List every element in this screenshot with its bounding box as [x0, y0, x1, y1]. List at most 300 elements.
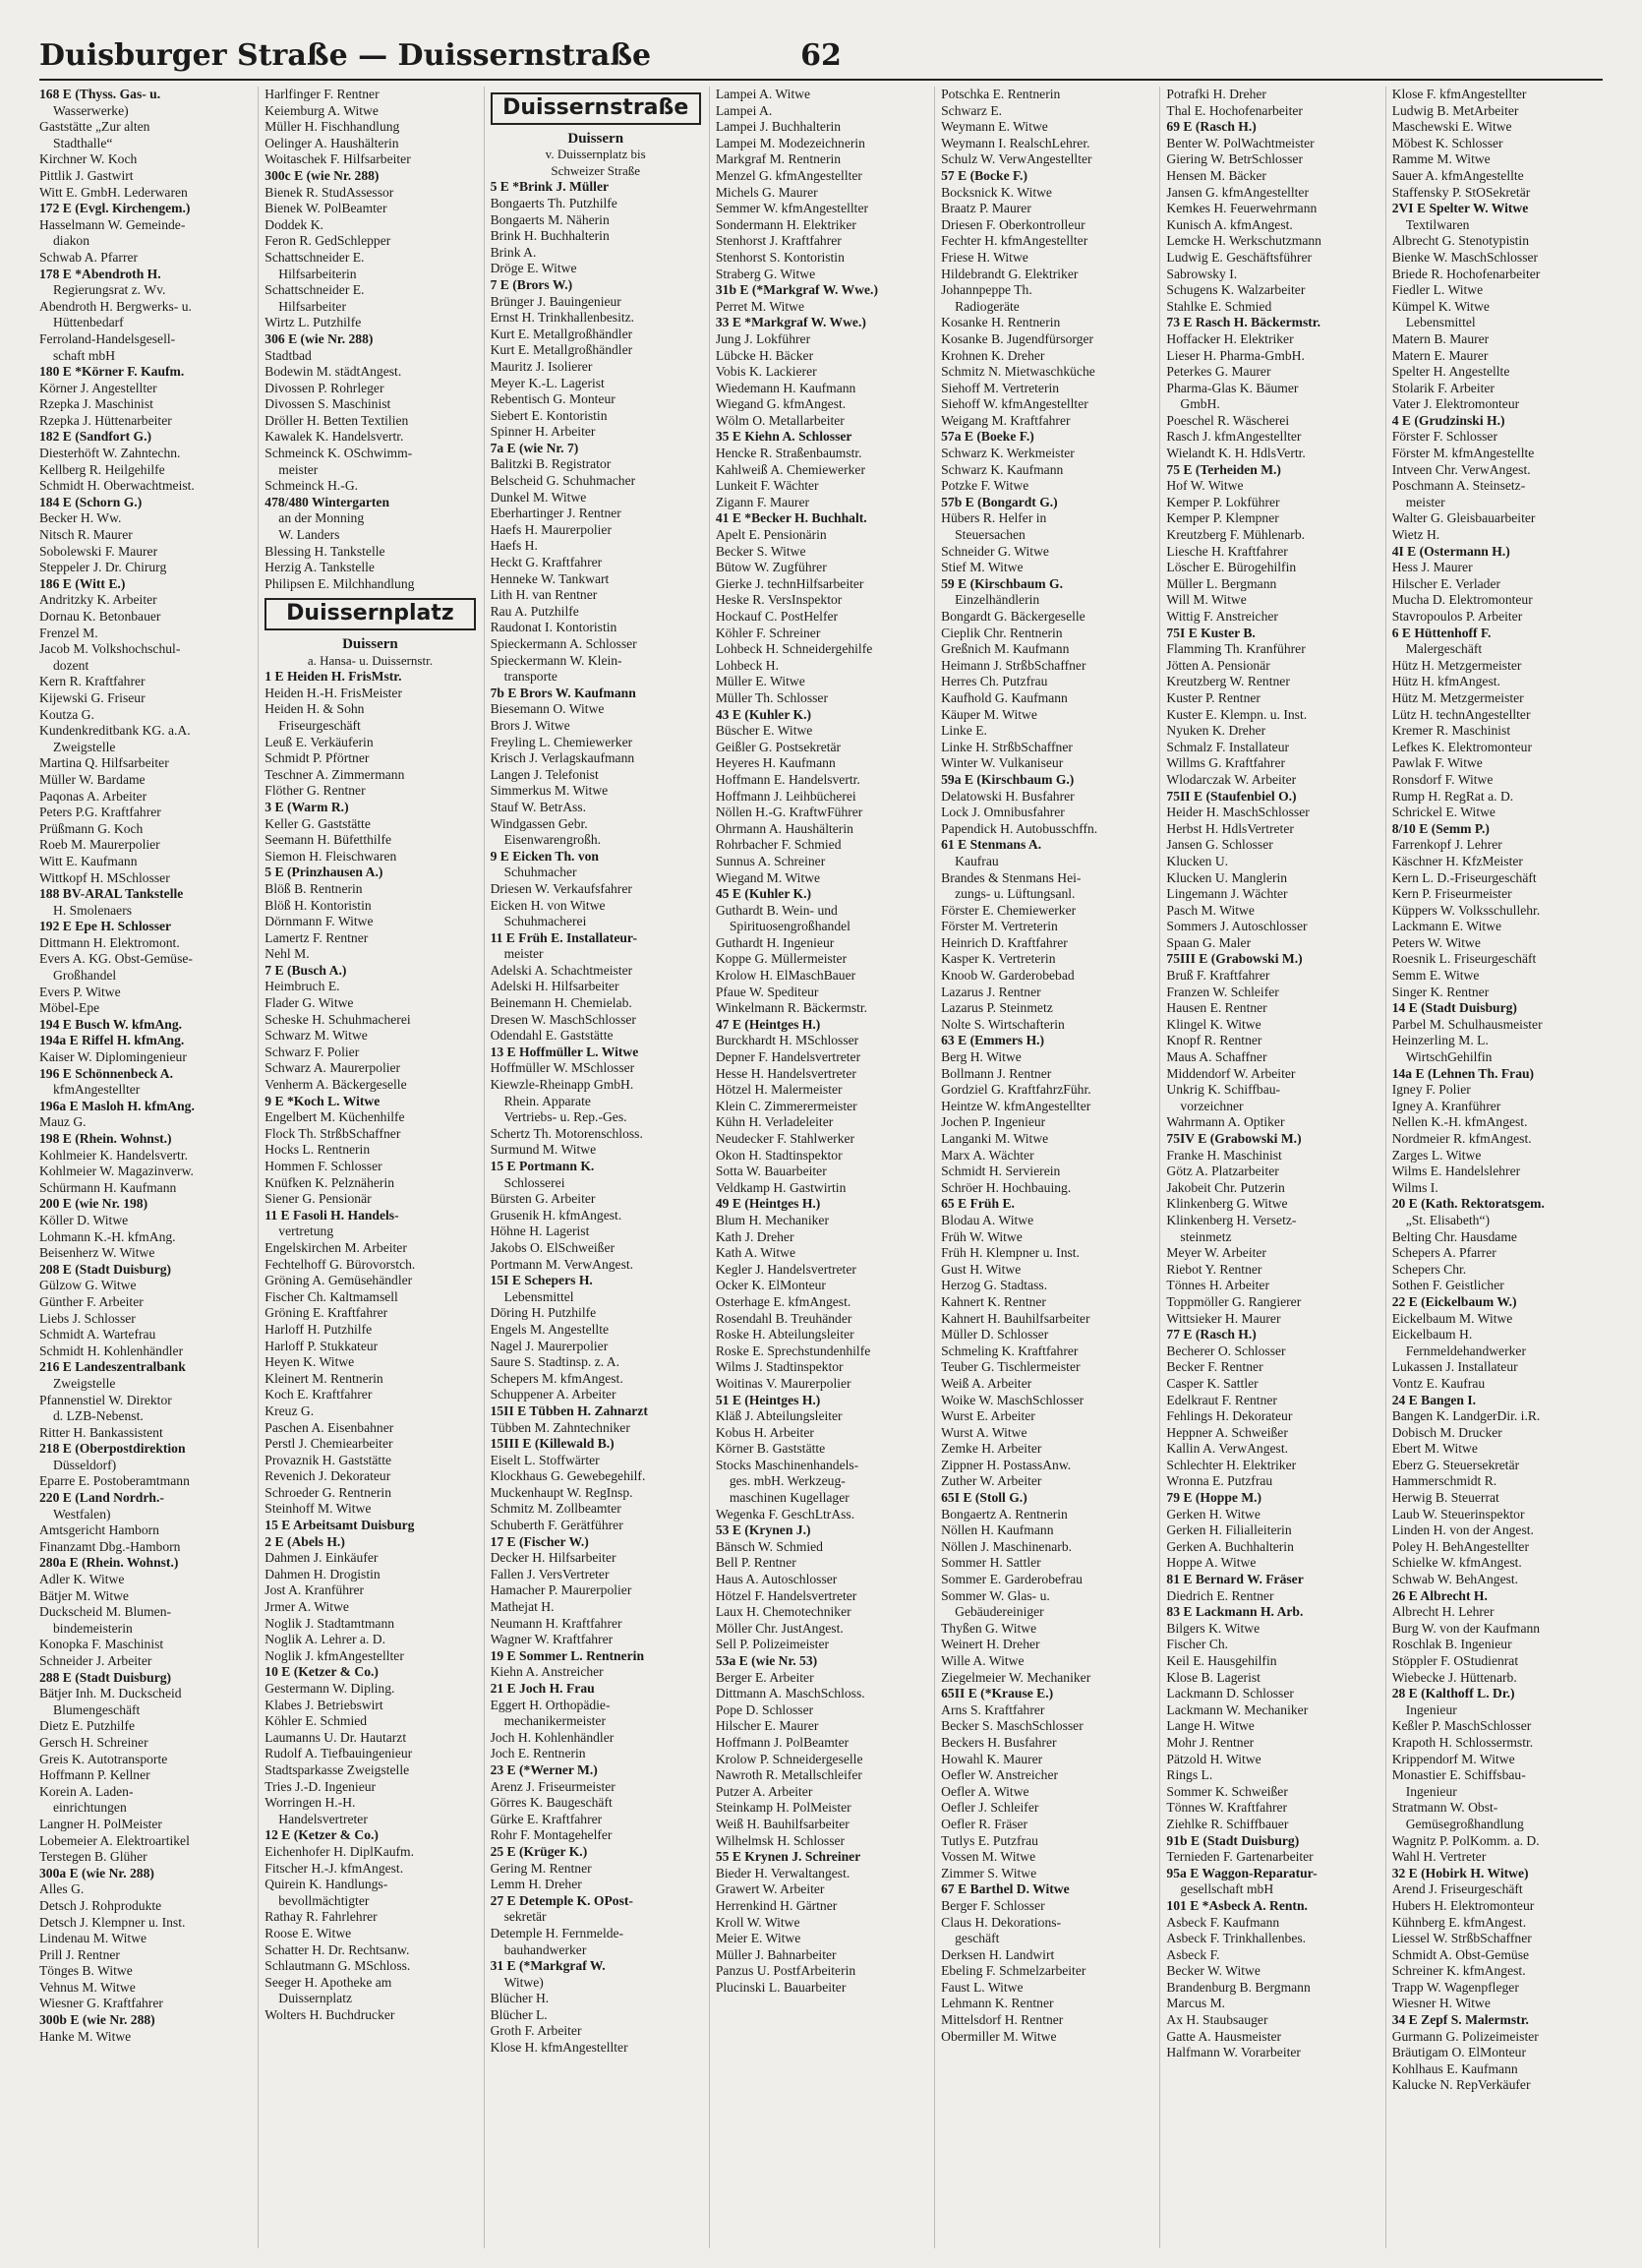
- resident-entry: Driesen F. Oberkontrolleur: [941, 216, 1085, 232]
- resident-entry: Klabes J. Betriebswirt: [264, 1697, 383, 1712]
- resident-entry: Sommer K. Schweißer: [1166, 1783, 1288, 1799]
- resident-entry: Pfaue W. Spediteur: [715, 984, 819, 999]
- resident-entry: Will M. Witwe: [1166, 592, 1247, 608]
- house-entry: 5 E (Prinzhausen A.): [264, 865, 383, 880]
- resident-entry: Kosanke B. Jugendfürsorger: [941, 330, 1094, 346]
- resident-entry: Rohr F. Montagehelfer: [490, 1827, 613, 1843]
- resident-entry: Zweigstelle: [53, 739, 116, 754]
- resident-entry: Wagner W. Kraftfahrer: [490, 1632, 614, 1647]
- resident-entry: Bänsch W. Schmied: [715, 1538, 823, 1554]
- house-entry: 91b E (Stadt Duisburg): [1166, 1832, 1300, 1848]
- house-entry: 9 E *Koch L. Witwe: [264, 1093, 381, 1108]
- resident-entry: Hasselmann W. Gemeinde-: [39, 216, 186, 232]
- house-entry: 34 E Zepf S. Malermstr.: [1391, 2012, 1529, 2028]
- resident-entry: Witt E. Kaufmann: [39, 853, 138, 868]
- resident-entry: Oefler A. Witwe: [941, 1783, 1029, 1799]
- resident-entry: Kemkes H. Feuerwehrmann: [1166, 201, 1318, 216]
- resident-entry: Schneider G. Witwe: [941, 543, 1049, 559]
- resident-entry: Lackmann E. Witwe: [1391, 919, 1501, 934]
- resident-entry: Gaststätte „Zur alten: [39, 119, 150, 135]
- resident-entry: Ax H. Staubsauger: [1166, 2012, 1268, 2028]
- resident-entry: Krapoth H. Schlossermstr.: [1391, 1734, 1534, 1750]
- resident-entry: Konopka F. Maschinist: [39, 1637, 164, 1652]
- street-heading: Duissernstraße: [491, 92, 701, 125]
- resident-entry: Linke H. StrßbSchaffner: [941, 739, 1073, 754]
- resident-entry: Gröning E. Kraftfahrer: [264, 1305, 388, 1321]
- resident-entry: Pawlak F. Witwe: [1391, 755, 1483, 771]
- resident-entry: Krippendorf M. Witwe: [1391, 1751, 1515, 1766]
- resident-entry: Klucken U. Manglerin: [1166, 869, 1288, 885]
- resident-entry: Nellen K.-H. kfmAngest.: [1391, 1114, 1528, 1130]
- resident-entry: Franzen W. Schleifer: [1166, 984, 1279, 999]
- resident-entry: Eberhartinger J. Rentner: [490, 506, 621, 521]
- resident-entry: Guthardt H. Ingenieur: [715, 934, 835, 950]
- resident-entry: Koppe G. Müllermeister: [715, 951, 848, 967]
- resident-entry: Büscher E. Witwe: [715, 723, 813, 739]
- resident-entry: Howahl K. Maurer: [941, 1751, 1043, 1766]
- house-entry: 81 E Bernard W. Fräser: [1166, 1572, 1304, 1587]
- resident-entry: Krohnen K. Dreher: [941, 347, 1045, 363]
- resident-entry: Hütz H. Metzgermeister: [1391, 657, 1522, 673]
- resident-entry: Poeschel R. Wäscherei: [1166, 412, 1290, 428]
- resident-entry: Herzog G. Stadtass.: [941, 1278, 1048, 1293]
- resident-entry: Bieder H. Verwaltangest.: [715, 1865, 850, 1880]
- resident-entry: Eiselt L. Stoffwärter: [490, 1452, 600, 1467]
- resident-entry: Rudolf A. Tiefbauingenieur: [264, 1746, 413, 1761]
- resident-entry: Nyuken K. Dreher: [1166, 723, 1266, 739]
- resident-entry: vorzeichner: [1180, 1098, 1244, 1113]
- resident-entry: Martina Q. Hilfsarbeiter: [39, 755, 169, 771]
- house-entry: 53a E (wie Nr. 53): [715, 1653, 818, 1668]
- resident-entry: Nawroth R. Metallschleifer: [715, 1767, 862, 1783]
- resident-entry: Hesse H. Handelsvertreter: [715, 1065, 856, 1081]
- house-entry: 28 E (Kalthoff L. Dr.): [1391, 1686, 1515, 1701]
- resident-entry: Bütow W. Zugführer: [715, 560, 827, 575]
- resident-entry: Wiesner H. Witwe: [1391, 1996, 1491, 2011]
- resident-entry: Keil E. Hausgehilfin: [1166, 1653, 1277, 1668]
- resident-entry: Hildebrandt G. Elektriker: [941, 266, 1079, 281]
- street-note: a. Hansa- u. Duissernstr.: [307, 652, 433, 668]
- resident-entry: Hammerschmidt R.: [1391, 1473, 1497, 1489]
- resident-entry: Wilms I.: [1391, 1179, 1438, 1195]
- resident-entry: Schwarz F. Polier: [264, 1044, 360, 1059]
- resident-entry: Gust H. Witwe: [941, 1261, 1022, 1277]
- resident-entry: Lübcke H. Bäcker: [715, 347, 814, 363]
- resident-entry: Schwarz K. Werkmeister: [941, 446, 1075, 461]
- resident-entry: Einzelhändlerin: [955, 592, 1040, 608]
- resident-entry: Liesche H. Kraftfahrer: [1166, 543, 1288, 559]
- resident-entry: Kurt E. Metallgroßhändler: [490, 326, 633, 341]
- resident-entry: Langen J. Telefonist: [490, 766, 599, 782]
- resident-entry: Arns S. Kraftfahrer: [941, 1701, 1045, 1717]
- house-entry: 59a E (Kirschbaum G.): [941, 771, 1075, 787]
- resident-entry: Krisch J. Verlagskaufmann: [490, 750, 635, 766]
- house-entry: 41 E *Becker H. Buchhalt.: [715, 510, 867, 526]
- house-entry: 196a E Masloh H. kfmAng.: [39, 1098, 195, 1113]
- resident-entry: Prill J. Rentner: [39, 1946, 120, 1962]
- resident-entry: Divossen P. Rohrleger: [264, 380, 384, 395]
- resident-entry: Nehl M.: [264, 946, 310, 962]
- resident-entry: Lukassen J. Installateur: [1391, 1359, 1518, 1375]
- resident-entry: Steinhoff M. Witwe: [264, 1501, 372, 1517]
- resident-entry: Kaiser W. Diplomingenieur: [39, 1049, 187, 1065]
- resident-entry: Liebs J. Schlosser: [39, 1310, 136, 1326]
- resident-entry: zungs- u. Lüftungsanl.: [955, 886, 1076, 902]
- resident-entry: Dresen W. MaschSchlosser: [490, 1011, 636, 1027]
- resident-entry: Depner F. Handelsvertreter: [715, 1049, 861, 1065]
- resident-entry: Lamertz F. Rentner: [264, 929, 369, 945]
- resident-entry: Windgassen Gebr.: [490, 815, 588, 831]
- resident-entry: Hausen E. Rentner: [1166, 1000, 1267, 1016]
- page-header: [39, 30, 1603, 81]
- resident-entry: transporte: [503, 669, 557, 685]
- resident-entry: Wielandt K. H. HdlsVertr.: [1166, 446, 1306, 461]
- resident-entry: Kellberg R. Heilgehilfe: [39, 461, 165, 477]
- resident-entry: bindemeisterin: [53, 1620, 133, 1636]
- resident-entry: Mauritz J. Isolierer: [490, 358, 593, 374]
- resident-entry: Textilwaren: [1405, 216, 1470, 232]
- resident-entry: Gurmann G. Polizeimeister: [1391, 2028, 1539, 2044]
- resident-entry: Heimann J. StrßbSchaffner: [941, 657, 1086, 673]
- resident-entry: Beinemann H. Chemielab.: [490, 995, 632, 1011]
- resident-entry: Fallen J. VersVertreter: [490, 1566, 610, 1582]
- resident-entry: Woitaschek F. Hilfsarbeiter: [264, 151, 411, 167]
- resident-entry: Berger E. Arbeiter: [715, 1669, 814, 1685]
- resident-entry: Knüfken K. Pelznäherin: [264, 1174, 395, 1190]
- resident-entry: Lunkeit F. Wächter: [715, 478, 819, 494]
- house-entry: 7a E (wie Nr. 7): [490, 440, 579, 455]
- resident-entry: Bruß F. Kraftfahrer: [1166, 968, 1270, 984]
- resident-entry: Ocker K. ElMonteur: [715, 1278, 826, 1293]
- resident-entry: Vertriebs- u. Rep.-Ges.: [503, 1109, 627, 1125]
- resident-entry: Schattschneider E.: [264, 249, 365, 265]
- resident-entry: Schroeder G. Rentnerin: [264, 1484, 392, 1500]
- resident-entry: Wronna E. Putzfrau: [1166, 1473, 1273, 1489]
- resident-entry: Brünger J. Bauingenieur: [490, 293, 621, 309]
- resident-entry: Surmund M. Witwe: [490, 1142, 597, 1158]
- resident-entry: Dahmen J. Einkäufer: [264, 1550, 379, 1566]
- resident-entry: Decker H. Hilfsarbeiter: [490, 1550, 616, 1566]
- resident-entry: Eicken H. von Witwe: [490, 897, 606, 913]
- resident-entry: Jakobeit Chr. Putzerin: [1166, 1179, 1285, 1195]
- resident-entry: Kallin A. VerwAngest.: [1166, 1441, 1288, 1457]
- resident-entry: Witt E. GmbH. Lederwaren: [39, 184, 188, 200]
- resident-entry: Portmann M. VerwAngest.: [490, 1256, 634, 1272]
- resident-entry: Hoffmann E. Handelsvertr.: [715, 771, 860, 787]
- house-entry: 57a E (Boeke F.): [941, 429, 1034, 445]
- resident-entry: geschäft: [955, 1931, 1000, 1946]
- resident-entry: Vontz E. Kaufrau: [1391, 1375, 1486, 1391]
- resident-entry: Provaznik H. Gaststätte: [264, 1452, 392, 1467]
- house-entry: 75 E (Terheiden M.): [1166, 461, 1281, 477]
- house-entry: 21 E Joch H. Frau: [490, 1681, 595, 1696]
- resident-entry: Duissernplatz: [278, 1991, 353, 2006]
- resident-entry: meister: [503, 946, 544, 962]
- resident-entry: Lemcke H. Werkschutzmann: [1166, 233, 1321, 249]
- resident-entry: Schlosserei: [503, 1174, 565, 1190]
- resident-entry: Klucken U.: [1166, 853, 1229, 868]
- resident-entry: Finanzamt Dbg.-Hamborn: [39, 1538, 181, 1554]
- resident-entry: Lampei A. Witwe: [715, 87, 811, 101]
- resident-entry: Worringen H.-H.: [264, 1795, 356, 1811]
- resident-entry: Muckenhaupt W. RegInsp.: [490, 1484, 633, 1500]
- house-entry: 75I E Kuster B.: [1166, 625, 1256, 640]
- resident-entry: Peters P.G. Kraftfahrer: [39, 805, 161, 820]
- column-3: [484, 87, 701, 2248]
- resident-entry: Lemm H. Dreher: [490, 1877, 582, 1892]
- resident-entry: Teschner A. Zimmermann: [264, 766, 405, 782]
- resident-entry: Matern E. Maurer: [1391, 347, 1489, 363]
- house-entry: 184 E (Schorn G.): [39, 494, 143, 509]
- resident-entry: Okon H. Stadtinspektor: [715, 1147, 843, 1163]
- resident-entry: Linke E.: [941, 723, 987, 739]
- resident-entry: Brink A.: [490, 244, 537, 260]
- resident-entry: Jansen G. kfmAngestellter: [1166, 184, 1309, 200]
- resident-entry: Eichenhofer H. DiplKaufm.: [264, 1843, 415, 1859]
- house-entry: 73 E Rasch H. Bäckermstr.: [1166, 315, 1320, 330]
- resident-entry: Kreuz G.: [264, 1403, 315, 1418]
- resident-entry: Leuß E. Verkäuferin: [264, 734, 374, 749]
- resident-entry: Spaan G. Maler: [1166, 934, 1252, 950]
- resident-entry: dozent: [53, 657, 89, 673]
- resident-entry: Oefler W. Anstreicher: [941, 1767, 1059, 1783]
- resident-entry: Eickelbaum M. Witwe: [1391, 1310, 1513, 1326]
- resident-entry: Blumengeschäft: [53, 1701, 141, 1717]
- resident-entry: Lobemeier A. Elektroartikel: [39, 1832, 190, 1848]
- resident-entry: Amtsgericht Hamborn: [39, 1522, 159, 1538]
- house-entry: 11 E Früh E. Installateur-: [490, 929, 637, 945]
- house-entry: 216 E Landeszentralbank: [39, 1359, 186, 1375]
- resident-entry: Müller L. Bergmann: [1166, 575, 1277, 591]
- resident-entry: Kern R. Kraftfahrer: [39, 674, 146, 689]
- resident-entry: Mauz G.: [39, 1114, 87, 1130]
- resident-entry: Krolow H. ElMaschBauer: [715, 968, 856, 984]
- resident-entry: Eparre E. Postoberamtmann: [39, 1473, 190, 1489]
- resident-entry: Schuberth F. Gerätführer: [490, 1518, 623, 1533]
- resident-entry: Maus A. Schaffner: [1166, 1049, 1267, 1065]
- resident-entry: Gerken A. Buchhalterin: [1166, 1538, 1294, 1554]
- resident-entry: Stahlke E. Schmied: [1166, 298, 1272, 314]
- resident-entry: Lith H. van Rentner: [490, 587, 598, 603]
- resident-entry: Schwab W. BehAngest.: [1391, 1572, 1519, 1587]
- resident-entry: Schürmann H. Kaufmann: [39, 1179, 177, 1195]
- resident-entry: Burg W. von der Kaufmann: [1391, 1620, 1541, 1636]
- resident-entry: Kaufrau: [955, 853, 999, 868]
- resident-entry: Grusenik H. kfmAngest.: [490, 1207, 622, 1223]
- resident-entry: Dobisch M. Drucker: [1391, 1424, 1502, 1440]
- resident-entry: Duckscheid M. Blumen-: [39, 1604, 172, 1620]
- house-entry: 182 E (Sandfort G.): [39, 429, 152, 445]
- resident-entry: Pharma-Glas K. Bäumer: [1166, 380, 1299, 395]
- resident-entry: Gering M. Rentner: [490, 1860, 592, 1876]
- resident-entry: Heppner A. Schweißer: [1166, 1424, 1288, 1440]
- resident-entry: Brandenburg B. Bergmann: [1166, 1979, 1311, 1995]
- resident-entry: Wahrmann A. Optiker: [1166, 1114, 1285, 1130]
- resident-entry: Klinkenberg G. Witwe: [1166, 1196, 1288, 1212]
- resident-entry: Wahl H. Vertreter: [1391, 1849, 1487, 1865]
- resident-entry: Ludwig B. MetArbeiter: [1391, 102, 1519, 118]
- resident-entry: Potschka E. Rentnerin: [941, 87, 1061, 101]
- resident-entry: Hüttenbedarf: [53, 315, 124, 330]
- resident-entry: Gülzow G. Witwe: [39, 1278, 137, 1293]
- resident-entry: Schwarz M. Witwe: [264, 1028, 368, 1044]
- resident-entry: Stauf W. BetrAss.: [490, 799, 586, 814]
- resident-entry: Benter W. PolWachtmeister: [1166, 135, 1315, 150]
- resident-entry: Siehoff M. Vertreterin: [941, 380, 1060, 395]
- resident-entry: Sommer W. Glas- u.: [941, 1587, 1050, 1603]
- house-entry: 20 E (Kath. Rektoratsgem.: [1391, 1196, 1545, 1212]
- resident-entry: Edelkraut F. Rentner: [1166, 1392, 1277, 1407]
- resident-entry: Hommen F. Schlosser: [264, 1159, 382, 1173]
- street-heading: Duissernplatz: [264, 598, 475, 630]
- resident-entry: Revenich J. Dekorateur: [264, 1468, 391, 1484]
- house-entry: 23 E (*Werner M.): [490, 1761, 598, 1777]
- resident-entry: Bienke W. MaschSchlosser: [1391, 249, 1539, 265]
- resident-entry: Kohlmeier W. Magazinverw.: [39, 1164, 194, 1179]
- resident-entry: Briede R. Hochofenarbeiter: [1391, 266, 1541, 281]
- resident-entry: Bangen K. LandgerDir. i.R.: [1391, 1408, 1541, 1424]
- resident-entry: Roesnik L. Friseurgeschäft: [1391, 951, 1537, 967]
- resident-entry: Jochen P. Ingenieur: [941, 1114, 1046, 1130]
- resident-entry: bauhandwerker: [503, 1941, 587, 1957]
- resident-entry: Jakobs O. ElSchweißer: [490, 1239, 616, 1255]
- resident-entry: Sondermann H. Elektriker: [715, 216, 856, 232]
- resident-entry: Keller G. Gaststätte: [264, 815, 371, 831]
- resident-entry: Heiden H. & Sohn: [264, 701, 365, 717]
- resident-entry: Mohr J. Rentner: [1166, 1734, 1255, 1750]
- resident-entry: Großhandel: [53, 968, 117, 984]
- resident-entry: Hötzel F. Handelsvertreter: [715, 1587, 857, 1603]
- resident-entry: Brors J. Witwe: [490, 717, 570, 733]
- resident-entry: Fischer Ch.: [1166, 1637, 1229, 1652]
- resident-entry: Tübben M. Zahntechniker: [490, 1419, 630, 1435]
- resident-entry: Blöß B. Rentnerin: [264, 880, 363, 896]
- resident-entry: Weigang M. Kraftfahrer: [941, 412, 1071, 428]
- resident-entry: Kath A. Witwe: [715, 1245, 795, 1261]
- resident-entry: Kahnert K. Rentner: [941, 1293, 1046, 1309]
- house-entry: 25 E (Krüger K.): [490, 1843, 588, 1859]
- resident-entry: Klose F. kfmAngestellter: [1391, 87, 1527, 101]
- resident-entry: Klinkenberg H. Versetz-: [1166, 1212, 1297, 1227]
- resident-entry: Fischer Ch. Kaltmamsell: [264, 1288, 398, 1304]
- resident-entry: Ingenieur: [1405, 1783, 1457, 1799]
- resident-entry: Greßnich M. Kaufmann: [941, 641, 1070, 657]
- resident-entry: Schlautmann G. MSchloss.: [264, 1958, 411, 1974]
- resident-entry: gesellschaft mbH: [1180, 1881, 1274, 1897]
- resident-entry: Görres K. Baugeschäft: [490, 1795, 613, 1811]
- house-entry: 4I E (Ostermann H.): [1391, 543, 1510, 559]
- house-entry: 192 E Epe H. Schlosser: [39, 919, 172, 934]
- resident-entry: Tutlys E. Putzfrau: [941, 1832, 1038, 1848]
- resident-entry: bevollmächtigter: [278, 1892, 370, 1908]
- resident-entry: Fechtelhoff G. Bürovorstch.: [264, 1256, 416, 1272]
- resident-entry: Michels G. Maurer: [715, 184, 818, 200]
- resident-entry: Laumanns U. Dr. Hautarzt: [264, 1729, 407, 1745]
- resident-entry: Stenhorst J. Kraftfahrer: [715, 233, 842, 249]
- resident-entry: Herzig A. Tankstelle: [264, 560, 375, 575]
- resident-entry: Käuper M. Witwe: [941, 706, 1037, 722]
- resident-entry: Rzepka J. Maschinist: [39, 396, 153, 412]
- resident-entry: Weymann I. RealschLehrer.: [941, 135, 1090, 150]
- resident-entry: Adler K. Witwe: [39, 1572, 125, 1587]
- house-entry: 7b E Brors W. Kaufmann: [490, 685, 636, 700]
- resident-entry: Thyßen G. Witwe: [941, 1620, 1037, 1636]
- resident-entry: Kreutzberg F. Mühlenarb.: [1166, 527, 1306, 543]
- resident-entry: Pfannenstiel W. Direktor: [39, 1392, 172, 1407]
- resident-entry: Engelbert M. Küchenhilfe: [264, 1109, 405, 1125]
- resident-entry: Harloff H. Putzhilfe: [264, 1321, 373, 1337]
- resident-entry: Schepers A. Pfarrer: [1391, 1245, 1496, 1261]
- resident-entry: Weinert H. Dreher: [941, 1637, 1040, 1652]
- resident-entry: Sunnus A. Schreiner: [715, 853, 826, 868]
- resident-entry: Wegenka F. GeschLtrAss.: [715, 1506, 855, 1522]
- resident-entry: Hübers R. Helfer in: [941, 510, 1047, 526]
- resident-entry: Potzke F. Witwe: [941, 478, 1029, 494]
- resident-entry: Heckt G. Kraftfahrer: [490, 555, 603, 570]
- resident-entry: Körner B. Gaststätte: [715, 1441, 826, 1457]
- resident-entry: Vater J. Elektromonteur: [1391, 396, 1520, 412]
- directory-columns: [39, 87, 1603, 2248]
- house-entry: 15 E Arbeitsamt Duisburg: [264, 1518, 415, 1533]
- house-entry: 2VI E Spelter W. Witwe: [1391, 201, 1529, 216]
- resident-entry: Menzel G. kfmAngestellter: [715, 167, 862, 183]
- resident-entry: Ramme M. Witwe: [1391, 151, 1491, 167]
- resident-entry: Quirein K. Handlungs-: [264, 1877, 388, 1892]
- resident-entry: Pope D. Schlosser: [715, 1701, 814, 1717]
- resident-entry: Lebensmittel: [1405, 315, 1476, 330]
- house-entry: 7 E (Brors W.): [490, 276, 573, 292]
- resident-entry: Dittmann A. MaschSchloss.: [715, 1686, 865, 1701]
- resident-entry: Mittelsdorf H. Rentner: [941, 2012, 1064, 2028]
- resident-entry: Driesen W. Verkaufsfahrer: [490, 880, 632, 896]
- resident-entry: Rzepka J. Hüttenarbeiter: [39, 412, 172, 428]
- resident-entry: Paqonas A. Arbeiter: [39, 788, 147, 804]
- resident-entry: Trapp W. Wagenpfleger: [1391, 1979, 1519, 1995]
- resident-entry: Guthardt B. Wein- und: [715, 902, 838, 918]
- resident-entry: Rhein. Apparate: [503, 1093, 591, 1108]
- resident-entry: Höhne H. Lagerist: [490, 1224, 590, 1239]
- resident-entry: Sommer E. Garderobefrau: [941, 1572, 1083, 1587]
- resident-entry: Krolow P. Schneidergeselle: [715, 1751, 863, 1766]
- resident-entry: Schreiner K. kfmAngest.: [1391, 1963, 1526, 1979]
- resident-entry: Greis K. Autotransporte: [39, 1751, 168, 1766]
- resident-entry: Käschner H. KfzMeister: [1391, 853, 1523, 868]
- resident-entry: Steppeler J. Dr. Chirurg: [39, 560, 167, 575]
- resident-entry: Gerken H. Witwe: [1166, 1506, 1261, 1522]
- resident-entry: Schmitz N. Mietwaschküche: [941, 364, 1095, 380]
- resident-entry: Günther F. Arbeiter: [39, 1293, 144, 1309]
- resident-entry: Kemper P. Klempner: [1166, 510, 1279, 526]
- column-2: [258, 87, 475, 2248]
- resident-entry: Jacob M. Volkshochschul-: [39, 641, 181, 657]
- resident-entry: vertretung: [278, 1224, 334, 1239]
- resident-entry: Blöß H. Kontoristin: [264, 897, 372, 913]
- house-entry: 63 E (Emmers H.): [941, 1033, 1045, 1048]
- resident-entry: Schwab A. Pfarrer: [39, 249, 139, 265]
- resident-entry: Kosanke H. Rentnerin: [941, 315, 1061, 330]
- resident-entry: Ebert M. Witwe: [1391, 1441, 1478, 1457]
- resident-entry: Möller Chr. JustAngest.: [715, 1620, 844, 1636]
- resident-entry: „St. Elisabeth“): [1405, 1212, 1491, 1227]
- house-entry: 79 E (Hoppe M.): [1166, 1490, 1262, 1506]
- resident-entry: Schuppener A. Arbeiter: [490, 1387, 616, 1403]
- resident-entry: Roske E. Sprechstundenhilfe: [715, 1343, 871, 1358]
- resident-entry: Langner H. PolMeister: [39, 1816, 162, 1831]
- house-entry: 55 E Krynen J. Schreiner: [715, 1849, 861, 1865]
- resident-entry: Stöppler F. OStudienrat: [1391, 1653, 1519, 1668]
- resident-entry: Schertz Th. Motorenschloss.: [490, 1125, 643, 1141]
- district-heading: Duissern: [342, 636, 398, 652]
